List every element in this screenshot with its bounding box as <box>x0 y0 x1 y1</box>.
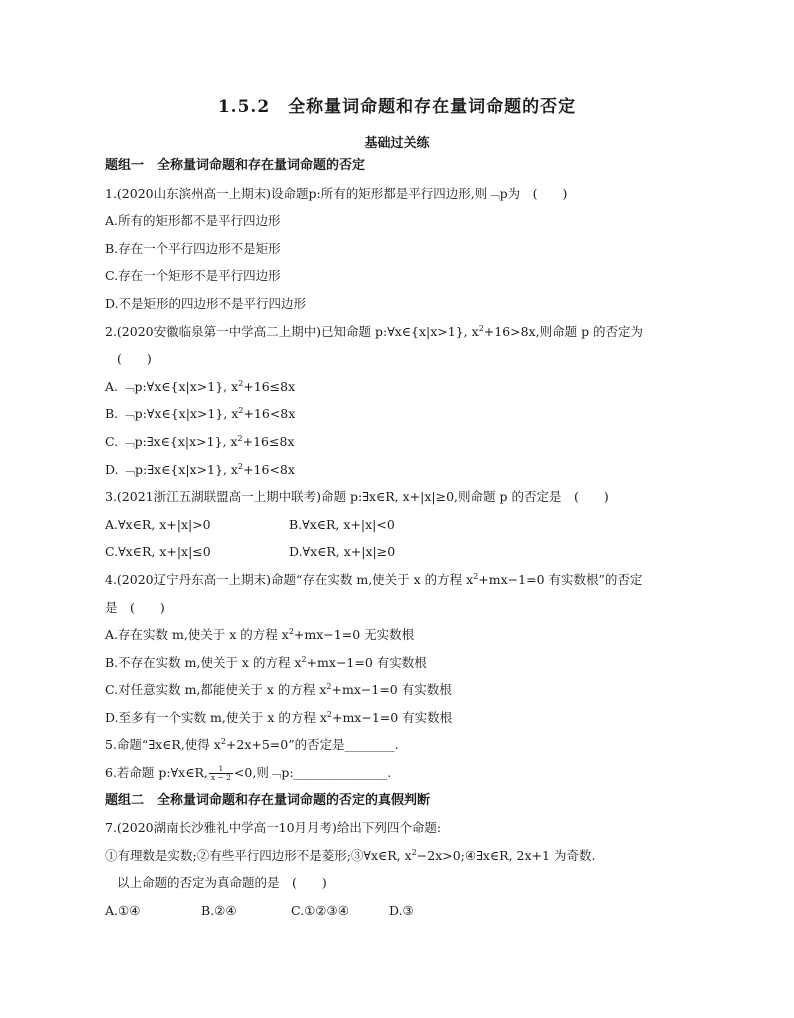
q2-blank: ( ) <box>117 351 152 367</box>
q7-option-a: A.①④ <box>105 903 141 919</box>
page-title: 1.5.2 全称量词命题和存在量词命题的否定 <box>217 97 577 117</box>
q7-option-d: D.③ <box>389 903 414 919</box>
q2-option-b: B. ﹁p:∀x∈{x|x>1}, $x^2+16<8x$ <box>105 406 296 422</box>
q6-stem: 6.若命题 p:∀x∈R, $\frac{1}{x - 2}$ <0,则﹁p:_______________. <box>105 764 392 783</box>
q2-option-d: D. ﹁p:∃x∈{x|x>1}, $x^2+16<8x$ <box>105 461 295 477</box>
q6-fraction: $\frac{1}{x - 2}$ <box>210 764 231 783</box>
page-subtitle: 基础过关练 <box>364 136 430 151</box>
q1-stem: 1.(2020山东滨州高一上期末)设命题p:所有的矩形都是平行四边形,则﹁p为 ( ) <box>105 185 568 201</box>
q7-items: ①有理数是实数;②有些平行四边形不是菱形;③∀x∈R, $x^2-2x>0;④\exists x\in R$, 2x+1 为奇数. <box>105 847 596 863</box>
q3-option-b: B.∀x∈R, x+|x|<0 <box>289 516 395 532</box>
q3-option-d: D.∀x∈R, x+|x|≥0 <box>289 544 396 560</box>
q2-option-a: A. ﹁p:∀x∈{x|x>1}, $x^2+16\le 8x$ <box>105 378 296 394</box>
q7-option-c: C.①②③④ <box>291 903 349 919</box>
q7-stem: 7.(2020湖南长沙雅礼中学高一10月月考)给出下列四个命题: <box>105 820 442 836</box>
q1-option-b: B.存在一个平行四边形不是矩形 <box>105 240 281 256</box>
q4-option-b: B.不存在实数 m,使关于 x 的方程 $x^2+mx-1=0$ 有实数根 <box>105 654 427 670</box>
q3-options-row1 <box>105 511 695 539</box>
q4-option-a: A.存在实数 m,使关于 x 的方程 $x^2+mx-1=0$ 无实数根 <box>105 626 415 643</box>
q1-option-a: A.所有的矩形都不是平行四边形 <box>105 213 281 229</box>
q1-option-d: D.不是矩形的四边形不是平行四边形 <box>105 295 307 311</box>
q7-options <box>105 897 695 925</box>
q2-stem: 2.(2020安徽临泉第一中学高二上期中)已知命题 p:∀x∈{x|x>1}, $x^2+16>8x$,则命题 p 的否定为 <box>105 323 644 339</box>
q3-options-row2 <box>105 538 695 566</box>
q3-option-c: C.∀x∈R, x+|x|≤0 <box>105 544 211 560</box>
question-content <box>105 152 695 925</box>
q4-option-d: D.至多有一个实数 m,使关于 x 的方程 $x^2+mx-1=0$ 有实数根 <box>105 709 453 725</box>
q5-stem: 5.命题“∃x∈R,使得 $x^2+2x+5=0$”的否定是________. <box>105 737 399 753</box>
q1-option-c: C.存在一个矩形不是平行四边形 <box>105 268 281 284</box>
q7-option-b: B.②④ <box>201 903 237 919</box>
q2-option-c: C. ﹁p:∃x∈{x|x>1}, $x^2+16\le 8x$ <box>105 433 295 449</box>
q4-stem: 4.(2020辽宁丹东高一上期末)命题“存在实数 m,使关于 x 的方程 $x^2+mx-1=0$ 有实数根”的否定 <box>105 571 643 587</box>
q7-ask: 以上命题的否定为真命题的是 ( ) <box>117 875 327 891</box>
group1-heading: 题组一 全称量词命题和存在量词命题的否定 <box>105 158 366 173</box>
group2-heading: 题组二 全称量词命题和存在量词命题的否定的真假判断 <box>105 792 431 808</box>
q3-stem: 3.(2021浙江五湖联盟高一上期中联考)命题 p:∃x∈R, x+|x|≥0,则命题 p 的否定是 ( ) <box>105 489 609 505</box>
q3-option-a: A.∀x∈R, x+|x|>0 <box>105 516 211 532</box>
q4-option-c: C.对任意实数 m,都能使关于 x 的方程 $x^2+mx-1=0$ 有实数根 <box>105 682 452 698</box>
q4-stem-cont: 是 ( ) <box>105 599 165 615</box>
